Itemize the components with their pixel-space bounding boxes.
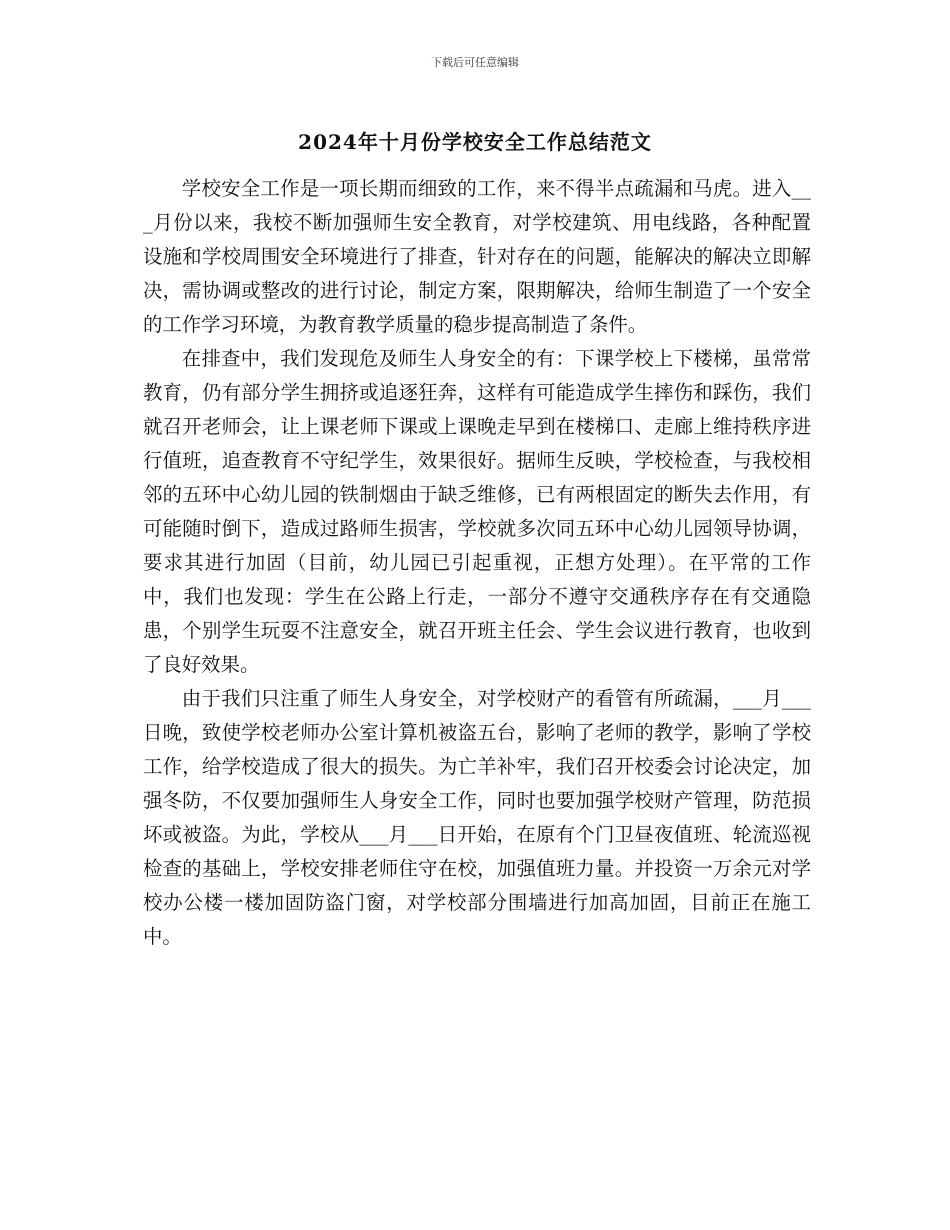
paragraph-3: 由于我们只注重了师生人身安全，对学校财产的看管有所疏漏，___月___日晚，致使学校老师办公室计算机被盗五台，影响了老师的教学，影响了学校工作，给学校造成了很大的损失。为亡羊补牢，我们召开校委会讨论决定，加强冬防，不仅要加强师生人身安全工作，同时也要加强学校财产管理，防范损坏或被盗。为此，学校从___月___日开始，在原有个门卫昼夜值班、轮流巡视检查的基础上，学校安排老师住守在校，加强值班力量。并投资一万余元对学校办公楼一楼加固防盗门窗，对学校部分围墙进行加高加固，目前正在施工中。 bbox=[143, 687, 811, 948]
paragraph-1: 学校安全工作是一项长期而细致的工作，来不得半点疏漏和马虎。进入___月份以来，我校不断加强师生安全教育，对学校建筑、用电线路，各种配置设施和学校周围安全环境进行了排查，针对存在的问题，能解决的解决立即解决，需协调或整改的进行讨论，制定方案，限期解决，给师生制造了一个安全的工作学习环境，为教育教学质量的稳步提高制造了条件。 bbox=[143, 177, 811, 336]
header-note: 下载后可任意编辑 bbox=[431, 56, 519, 69]
document-title: 2024年十月份学校安全工作总结范文 bbox=[298, 130, 652, 154]
paragraph-2: 在排查中，我们发现危及师生人身安全的有：下课学校上下楼梯，虽常常教育，仍有部分学生拥挤或追逐狂奔，这样有可能造成学生摔伤和踩伤，我们就召开老师会，让上课老师下课或上课晚走早到在楼梯口、走廊上维持秩序进行值班，追查教育不守纪学生，效果很好。据师生反映，学校检查，与我校相邻的五环中心幼儿园的铁制烟由于缺乏维修，已有两根固定的断失去作用，有可能随时倒下，造成过路师生损害，学校就多次同五环中心幼儿园领导协调，要求其进行加固（目前，幼儿园已引起重视，正想方处理）。在平常的工作中，我们也发现：学生在公路上行走，一部分不遵守交通秩序存在有交通隐患，个别学生玩耍不注意安全，就召开班主任会、学生会议进行教育，也收到了良好效果。 bbox=[143, 347, 811, 676]
document-body bbox=[143, 172, 811, 954]
